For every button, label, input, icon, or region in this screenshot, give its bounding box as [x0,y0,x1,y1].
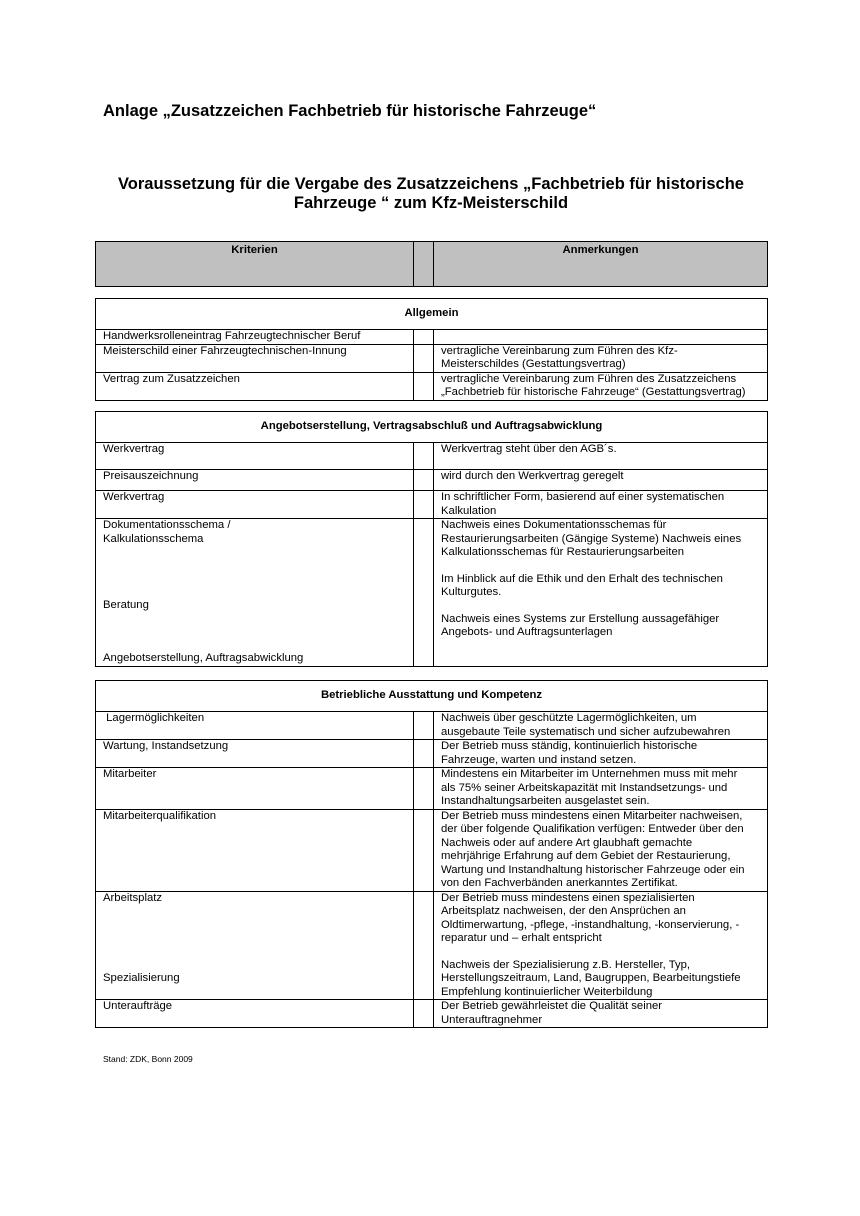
note-text: vertragliche Vereinbarung zum Führen des Kfz- [441,344,678,357]
note-cell [434,344,768,372]
title-line: Fahrzeuge “ zum Kfz-Meisterschild [293,194,569,212]
criterion-text: Preisauszeichnung [103,470,199,482]
note-text: Herstellungszeitraum, Land, Baugruppen, Bearbeitungstiefe [441,972,741,984]
criterion-cell [96,443,414,470]
criterion-cell [96,740,414,768]
section-ausstattung [95,680,768,1028]
spacer-cell [414,519,434,667]
spacer-cell [414,768,434,810]
note-text: von den Fachverbänden anerkanntes Zertifikat. [441,877,678,889]
note-text: Restaurierungsarbeiten (Gängige Systeme) Nachweis eines [441,532,742,545]
criterion-cell [96,1000,414,1028]
note-text: Kulturgutes. [441,586,502,598]
spacer-cell [414,330,434,345]
note-cell [434,712,768,740]
criterion-text: Dokumentationsschema / [103,519,231,531]
document-heading: Anlage „Zusatzzeichen Fachbetrieb für historische Fahrzeuge“ [103,102,597,120]
criterion-cell [96,372,414,400]
note-text: Der Betrieb gewährleistet die Qualität seiner [441,1000,663,1012]
section-angebot [95,411,768,667]
note-text: Arbeitsplatz nachweisen, der den Ansprüchen an [441,905,686,917]
note-cell [434,809,768,891]
criterion-cell [96,470,414,491]
criterion-cell [96,768,414,810]
criterion-text: Werkvertrag [103,491,165,503]
spacer-cell [414,470,434,491]
note-text: Der Betrieb muss ständig, kontinuierlich historische [441,740,698,752]
document-title [95,175,767,213]
spacer-cell [414,740,434,768]
criterion-text: Kalkulationsschema [103,532,204,545]
note-text: Instandhaltungsarbeiten ausgelastet sein. [441,795,650,807]
note-text: Nachweis eines Systems zur Erstellung aussagefähiger [441,612,720,625]
note-text: mehrjährige Erfahrung auf dem Gebiet der Restaurierung, [441,850,731,862]
note-text: „Fachbetrieb für historische Fahrzeuge“ (Gestattungsvertrag) [441,386,746,398]
criterion-text: Wartung, Instandsetzung [103,740,229,752]
note-text: vertragliche Vereinbarung zum Führen des Zusatzzeichens [441,372,737,385]
note-text: Oldtimerwartung, -pflege, -instandhaltung, -konservierung, - [441,918,740,931]
criterion-text: Angebotserstellung, Auftragsabwicklung [103,652,304,664]
spacer-cell [414,891,434,1000]
note-text: Fahrzeuge, warten und instand setzen. [441,753,637,766]
criterion-text: Werkvertrag [103,443,165,455]
criterion-cell [96,344,414,372]
note-cell [434,470,768,491]
title-line: Voraussetzung für die Vergabe des Zusatzzeichens „Fachbetrieb für historische [118,175,744,193]
note-text: Kalkulation [441,504,497,517]
note-text: Angebots- und Auftragsunterlagen [441,626,613,638]
note-text: Im Hinblick auf die Ethik und den Erhalt des technischen [441,572,723,585]
criterion-text: Spezialisierung [103,971,180,984]
criterion-cell [96,891,414,1000]
note-text: Mindestens ein Mitarbeiter im Unternehmen muss mit mehr [441,768,738,780]
note-text: Nachweis oder auf andere Art glaubhaft gemachte [441,836,693,849]
spacer-cell [414,372,434,400]
note-text: ausgebaute Teile systematisch und sicher aufzubewahren [441,725,731,738]
note-text: Der Betrieb muss mindestens einen Mitarbeiter nachweisen, [441,809,743,822]
note-text: Unterauftragnehmer [441,1013,543,1026]
section-title: Allgemein [96,299,768,330]
note-cell [434,372,768,400]
note-cell [434,519,768,667]
criterion-cell [96,330,414,345]
note-cell [434,768,768,810]
header-notes: Anmerkungen [434,242,768,287]
criterion-cell [96,491,414,519]
note-text: reparatur und – erhalt entspricht [441,932,602,944]
note-cell [434,891,768,1000]
spacer-cell [414,344,434,372]
spacer-cell [414,1000,434,1028]
criterion-text: Handwerksrolleneintrag Fahrzeugtechnischer Beruf [103,330,361,342]
spacer-cell [414,491,434,519]
note-text: Der Betrieb muss mindestens einen spezialisierten [441,891,695,904]
note-cell [434,1000,768,1028]
note-text: Werkvertrag steht über den AGB´s. [441,443,617,455]
spacer-cell [414,443,434,470]
criterion-text: Lagermöglichkeiten [103,712,205,724]
section-title: Betriebliche Ausstattung und Kompetenz [96,681,768,712]
note-text: Kalkulationsschemas für Restaurierungsarbeiten [441,546,685,558]
criterion-text: Mitarbeiterqualifikation [103,809,217,822]
note-cell [434,330,768,345]
note-text: Meisterschildes (Gestattungsvertrag) [441,358,626,370]
note-cell [434,740,768,768]
criterion-text: Beratung [103,599,149,611]
section-allgemein [95,298,768,401]
criterion-text: Arbeitsplatz [103,891,163,904]
criterion-text: Mitarbeiter [103,768,157,780]
criterion-cell [96,712,414,740]
note-text: Nachweis über geschützte Lagermöglichkeiten, um [441,712,697,724]
note-cell [434,491,768,519]
header-table [95,241,768,287]
note-text: In schriftlicher Form, basierend auf einer systematischen [441,491,725,503]
criterion-text: Unteraufträge [103,1000,173,1012]
note-text: Empfehlung kontinuierlicher Weiterbildung [441,985,653,998]
header-spacer [414,242,434,287]
header-criteria: Kriterien [96,242,414,287]
note-text: Nachweis der Spezialisierung z.B. Hersteller, Typ, [441,958,691,971]
footer-note: Stand: ZDK, Bonn 2009 [103,1054,193,1064]
note-text: Nachweis eines Dokumentationsschemas für [441,519,667,531]
note-cell [434,443,768,470]
note-text: wird durch den Werkvertrag geregelt [441,470,624,482]
note-text: der über folgende Qualifikation verfügen: Entweder über den [441,823,744,835]
criterion-cell [96,809,414,891]
section-title: Angebotserstellung, Vertragsabschluß und Auftragsabwicklung [96,412,768,443]
criterion-text: Vertrag zum Zusatzzeichen [103,372,240,385]
criterion-cell [96,519,414,667]
spacer-cell [414,712,434,740]
note-text: als 75% seiner Arbeitskapazität mit Instandsetzungs- und [441,781,728,794]
note-text: Wartung und Instandhaltung historischer Fahrzeuge oder ein [441,863,745,876]
spacer-cell [414,809,434,891]
criterion-text: Meisterschild einer Fahrzeugtechnischen-Innung [103,344,347,357]
